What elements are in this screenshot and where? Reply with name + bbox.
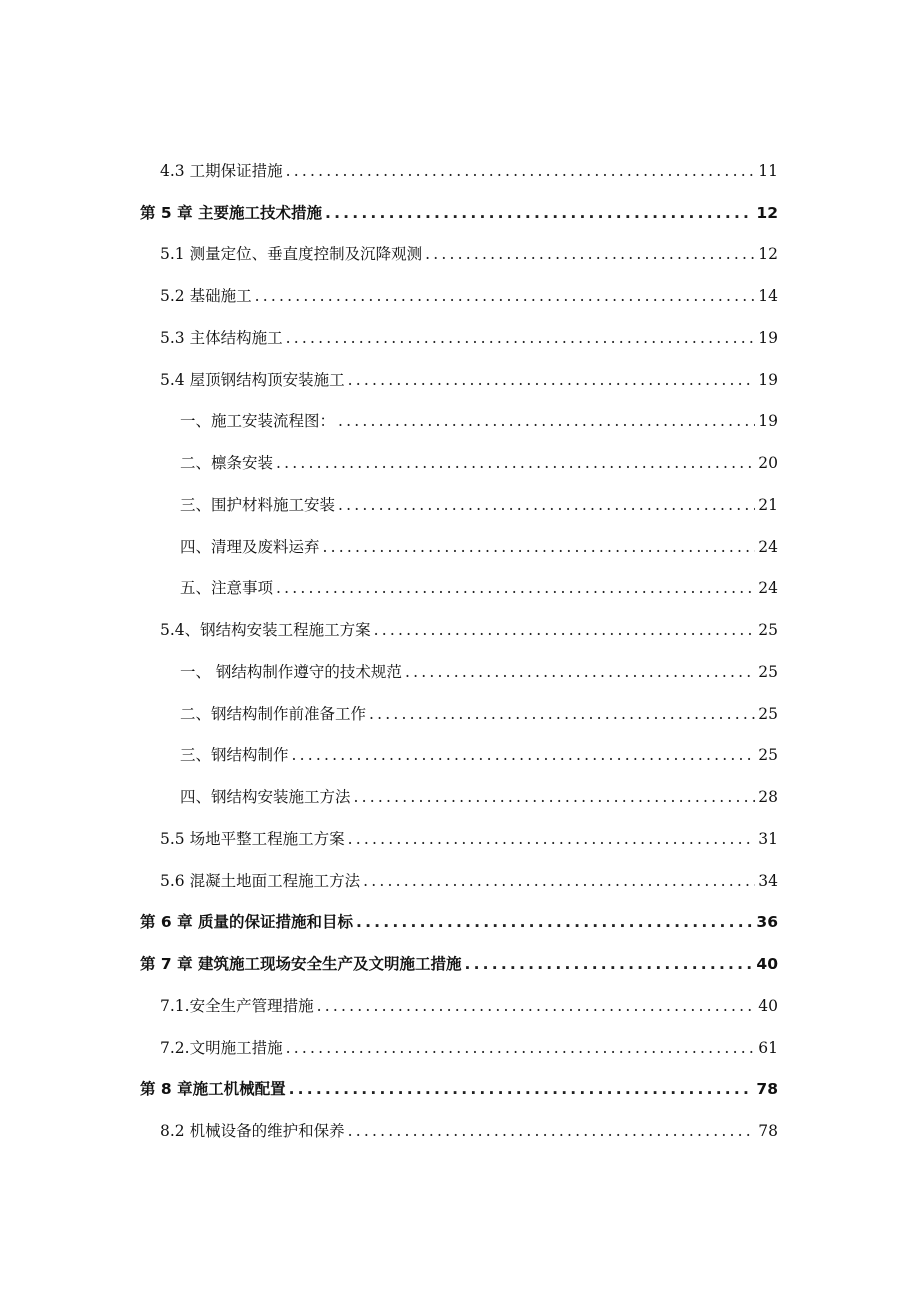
- toc-entry-title: 一、 钢结构制作遵守的技术规范: [180, 662, 402, 681]
- toc-entry-title: 五、注意事项: [180, 579, 274, 598]
- toc-dot-leader: [289, 1079, 754, 1099]
- toc-entry-title: 三、钢结构制作: [180, 746, 289, 765]
- toc-entry-title: 5.6 混凝土地面工程施工方法: [160, 871, 361, 890]
- toc-entry-title: 5.4 屋顶钢结构顶安装施工: [160, 370, 345, 389]
- toc-entry-page: 24: [758, 579, 778, 598]
- toc-entry-title: 第 8 章施工机械配置: [140, 1080, 286, 1099]
- toc-dot-leader: [286, 161, 756, 181]
- toc-entry-title: 5.4、钢结构安装工程施工方案: [160, 621, 371, 640]
- toc-dot-leader: [354, 787, 756, 807]
- table-of-contents: [0, 150, 920, 1152]
- toc-entry-title: 三、围护材料施工安装: [180, 495, 336, 514]
- toc-entry-page: 11: [758, 161, 778, 180]
- toc-entry-page: 31: [758, 829, 778, 848]
- toc-entry-title: 第 6 章 质量的保证措施和目标: [140, 913, 353, 932]
- toc-dot-leader: [356, 912, 753, 932]
- toc-entry[interactable]: [0, 1110, 920, 1152]
- toc-dot-leader: [374, 620, 756, 640]
- toc-entry[interactable]: [0, 860, 920, 902]
- toc-entry-title: 第 7 章 建筑施工现场安全生产及文明施工措施: [140, 955, 462, 974]
- toc-entry-page: 25: [758, 746, 778, 765]
- toc-entry-page: 78: [758, 1122, 778, 1141]
- toc-entry-page: 21: [758, 495, 778, 514]
- toc-entry[interactable]: [0, 818, 920, 860]
- toc-dot-leader: [286, 328, 756, 348]
- toc-entry-title: 4.3 工期保证措施: [160, 161, 283, 180]
- toc-chapter-entry[interactable]: [0, 943, 920, 985]
- toc-entry-page: 40: [756, 955, 778, 974]
- toc-dot-leader: [363, 871, 755, 891]
- toc-entry-title: 5.2 基础施工: [160, 287, 252, 306]
- toc-dot-leader: [255, 286, 756, 306]
- toc-entry-page: 25: [758, 621, 778, 640]
- toc-entry[interactable]: [0, 317, 920, 359]
- toc-subentry[interactable]: [0, 735, 920, 777]
- toc-entry-page: 78: [756, 1080, 778, 1099]
- toc-entry-title: 二、钢结构制作前准备工作: [180, 704, 367, 723]
- toc-dot-leader: [276, 578, 755, 598]
- toc-entry-page: 14: [758, 287, 778, 306]
- toc-dot-leader: [325, 203, 753, 223]
- toc-dot-leader: [276, 453, 755, 473]
- toc-subentry[interactable]: [0, 442, 920, 484]
- toc-entry-title: 二、檩条安装: [180, 454, 274, 473]
- toc-entry-title: 8.2 机械设备的维护和保养: [160, 1122, 345, 1141]
- toc-entry-page: 25: [758, 704, 778, 723]
- toc-entry-title: 5.3 主体结构施工: [160, 328, 283, 347]
- toc-subentry[interactable]: [0, 776, 920, 818]
- toc-entry[interactable]: [0, 359, 920, 401]
- toc-entry-title: 第 5 章 主要施工技术措施: [140, 203, 322, 222]
- toc-entry[interactable]: [0, 985, 920, 1027]
- toc-entry-title: 7.1.安全生产管理措施: [160, 996, 314, 1015]
- toc-subentry[interactable]: [0, 484, 920, 526]
- toc-chapter-entry[interactable]: [0, 1069, 920, 1111]
- toc-dot-leader: [464, 954, 753, 974]
- toc-entry-title: 7.2.文明施工措施: [160, 1038, 283, 1057]
- toc-dot-leader: [338, 411, 755, 431]
- toc-chapter-entry[interactable]: [0, 902, 920, 944]
- toc-entry-page: 12: [758, 245, 778, 264]
- toc-entry-title: 四、钢结构安装施工方法: [180, 788, 351, 807]
- toc-entry-page: 24: [758, 537, 778, 556]
- toc-dot-leader: [348, 370, 756, 390]
- toc-entry-title: 5.1 测量定位、垂直度控制及沉降观测: [160, 245, 423, 264]
- toc-dot-leader: [338, 495, 755, 515]
- toc-entry[interactable]: [0, 609, 920, 651]
- toc-dot-leader: [348, 829, 756, 849]
- toc-entry-title: 一、施工安装流程图：: [180, 412, 336, 431]
- toc-dot-leader: [369, 704, 755, 724]
- toc-subentry[interactable]: [0, 651, 920, 693]
- toc-entry[interactable]: [0, 234, 920, 276]
- toc-entry-page: 61: [758, 1038, 778, 1057]
- toc-entry-page: 20: [758, 454, 778, 473]
- toc-entry-title: 四、清理及废料运弃: [180, 537, 320, 556]
- toc-entry-page: 40: [758, 996, 778, 1015]
- toc-entry-page: 19: [758, 370, 778, 389]
- toc-entry-page: 36: [756, 913, 778, 932]
- toc-entry[interactable]: [0, 275, 920, 317]
- toc-chapter-entry[interactable]: [0, 192, 920, 234]
- toc-entry-page: 34: [758, 871, 778, 890]
- toc-entry-page: 19: [758, 412, 778, 431]
- toc-entry-page: 25: [758, 662, 778, 681]
- toc-entry[interactable]: [0, 1027, 920, 1069]
- toc-entry-page: 19: [758, 328, 778, 347]
- toc-dot-leader: [425, 244, 755, 264]
- toc-subentry[interactable]: [0, 693, 920, 735]
- toc-dot-leader: [292, 745, 756, 765]
- toc-subentry[interactable]: [0, 401, 920, 443]
- toc-entry-page: 12: [756, 203, 778, 222]
- toc-dot-leader: [323, 537, 756, 557]
- toc-subentry[interactable]: [0, 526, 920, 568]
- toc-dot-leader: [348, 1121, 756, 1141]
- toc-entry-title: 5.5 场地平整工程施工方案: [160, 829, 345, 848]
- toc-subentry[interactable]: [0, 568, 920, 610]
- toc-dot-leader: [405, 662, 755, 682]
- toc-dot-leader: [317, 996, 756, 1016]
- toc-entry-page: 28: [758, 788, 778, 807]
- toc-dot-leader: [286, 1038, 756, 1058]
- toc-entry[interactable]: [0, 150, 920, 192]
